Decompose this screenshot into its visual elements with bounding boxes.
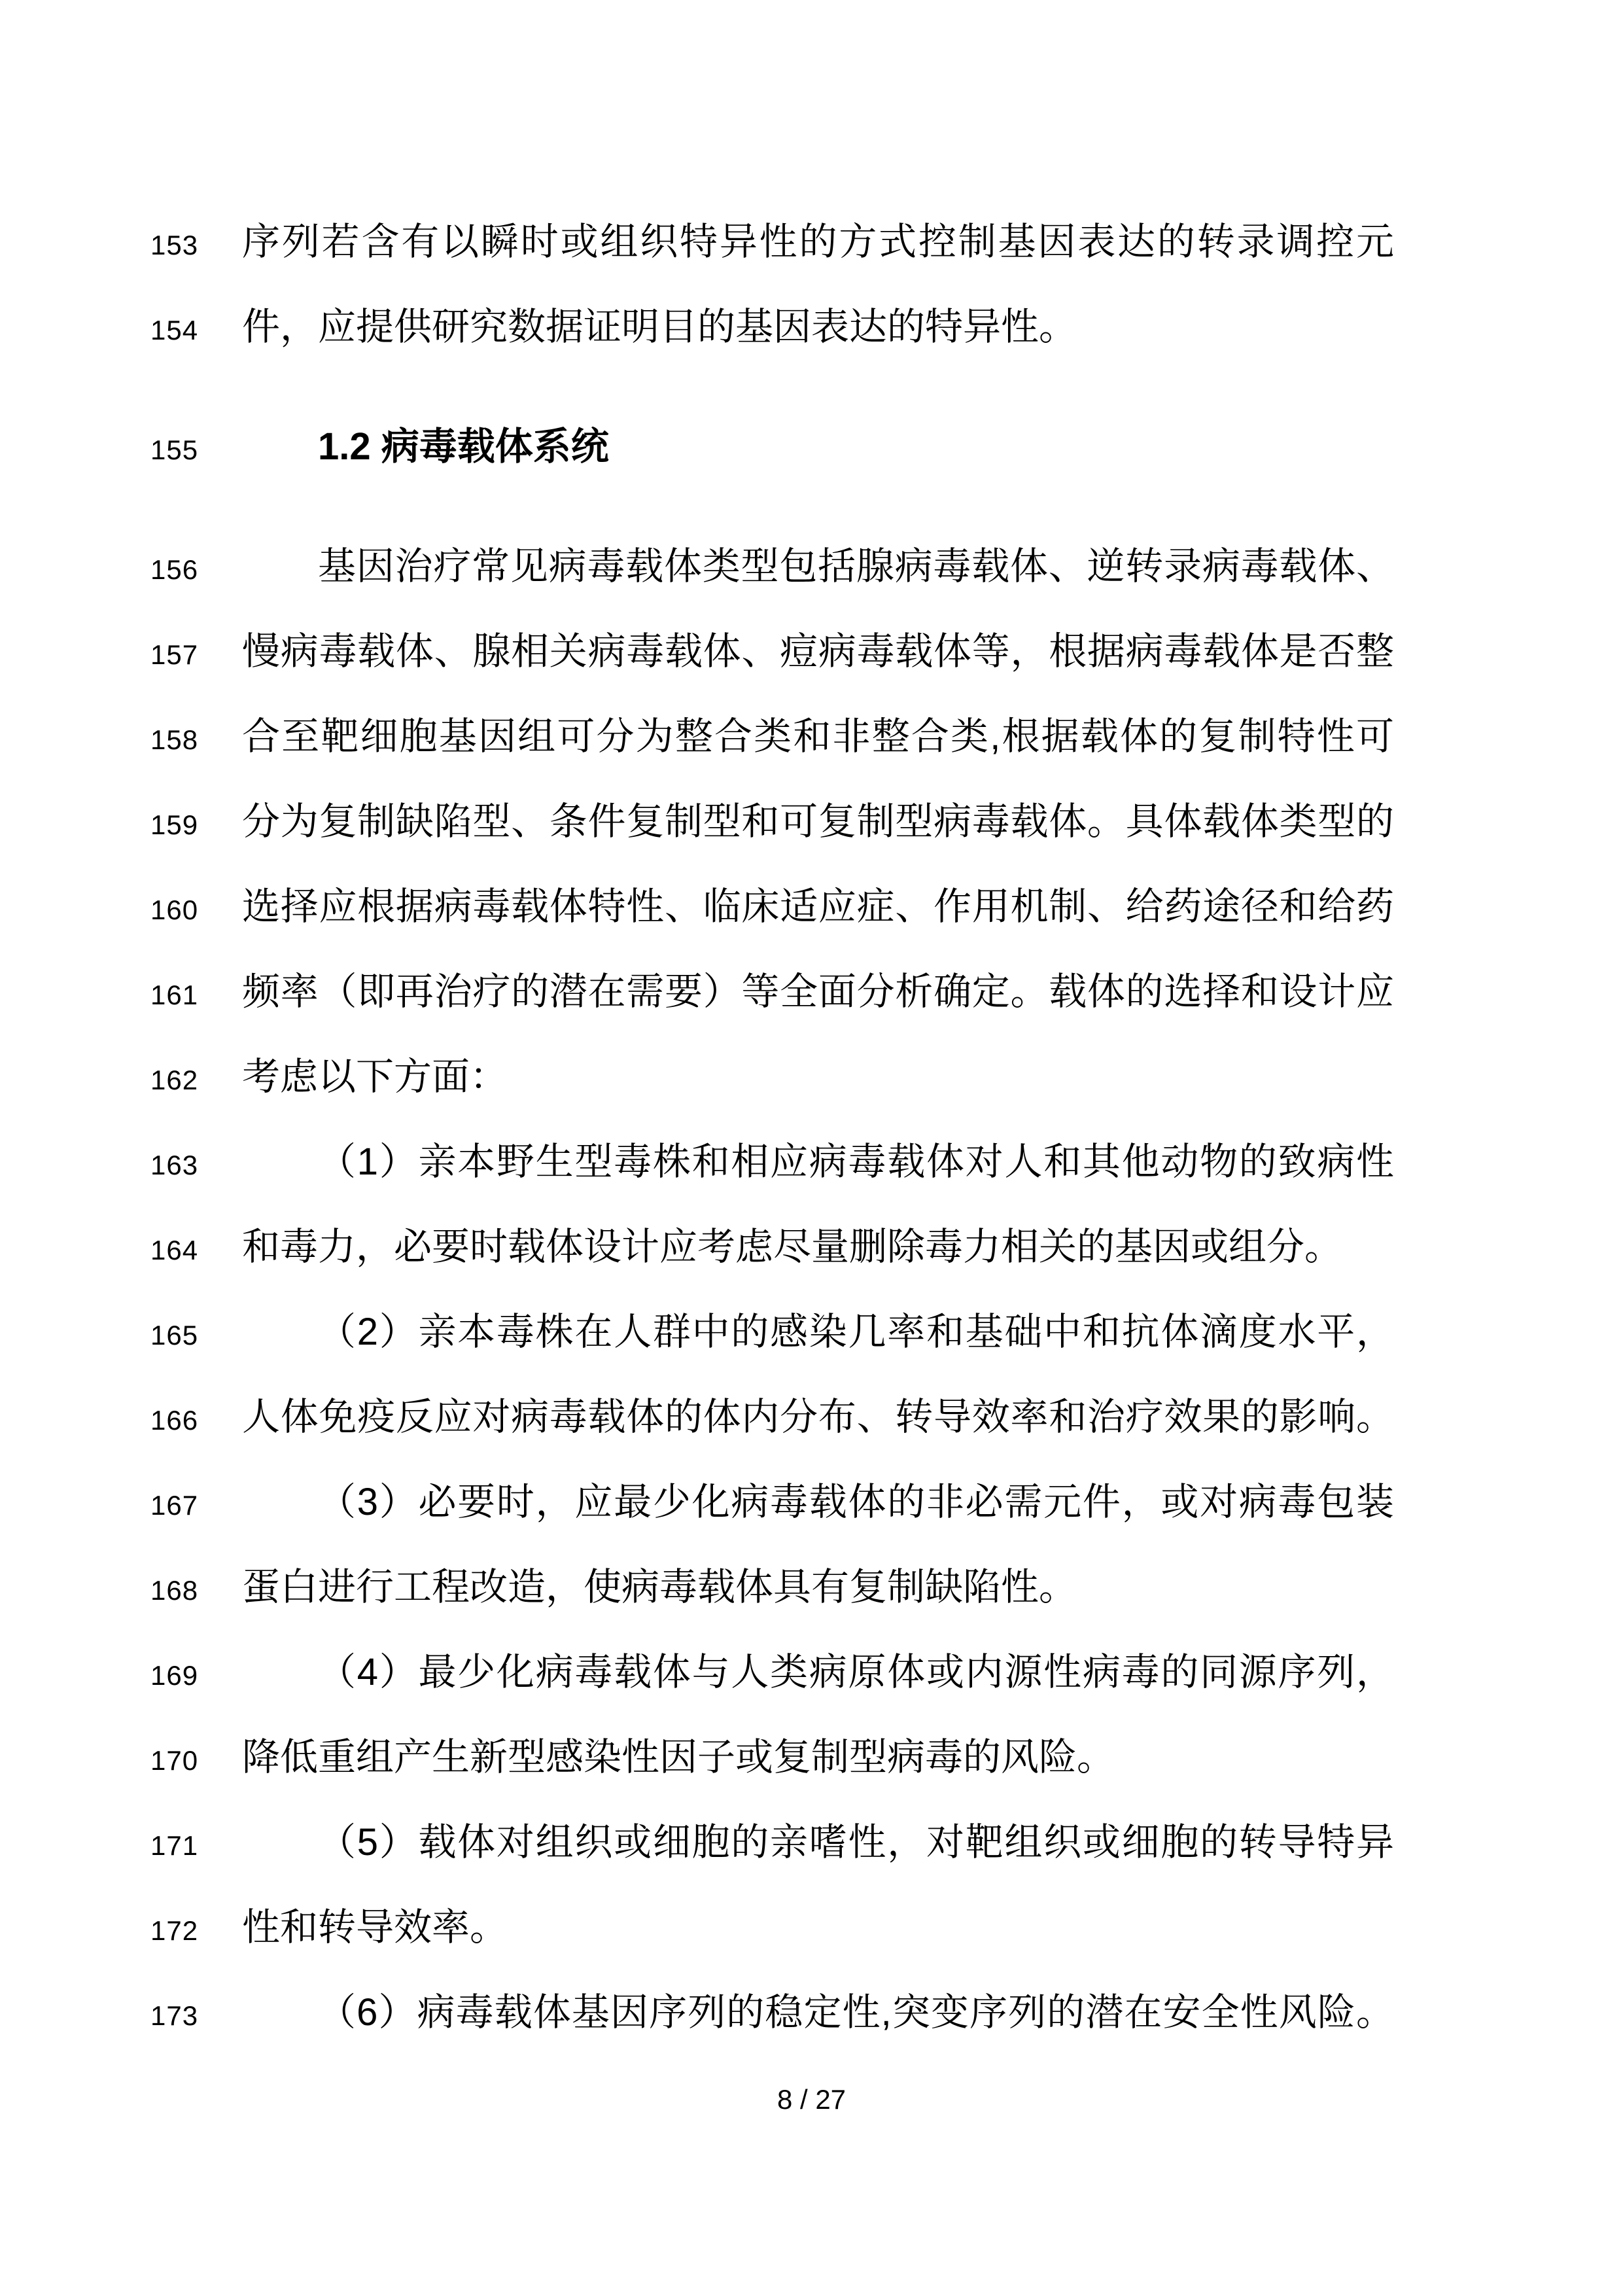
line-number: 159: [150, 809, 199, 840]
line-number: 160: [150, 894, 199, 925]
line-number: 153: [150, 230, 199, 260]
line-number: 161: [150, 980, 199, 1010]
line-number: 164: [150, 1235, 199, 1265]
line-text: （4）最少化病毒载体与人类病原体或内源性病毒的同源序列，: [318, 1651, 1394, 1693]
line-number: 155: [150, 434, 199, 465]
line-text: （1）亲本野生型毒株和相应病毒载体对人和其他动物的致病性: [318, 1140, 1394, 1183]
line-text: （5）载体对组织或细胞的亲嗜性，对靶组织或细胞的转导特异: [318, 1821, 1394, 1863]
document-line: [150, 200, 1394, 285]
line-number: 170: [150, 1745, 199, 1776]
document-line: [150, 1460, 1394, 1545]
line-text: 合至靶细胞基因组可分为整合类和非整合类,根据载体的复制特性可: [242, 715, 1394, 758]
document-line: [150, 694, 1394, 779]
document-line: [150, 285, 1394, 370]
document-line: [150, 949, 1394, 1034]
line-text: 蛋白进行工程改造，使病毒载体具有复制缺陷性。: [242, 1566, 1077, 1608]
section-heading-text: 1.2 病毒载体系统: [318, 425, 609, 468]
line-number: 158: [150, 724, 199, 755]
document-line: [150, 1715, 1394, 1800]
line-number: 156: [150, 554, 199, 585]
line-text: 人体免疫反应对病毒载体的体内分布、转导效率和治疗效果的影响。: [242, 1396, 1394, 1438]
document-line: [150, 1290, 1394, 1375]
line-number: 157: [150, 639, 199, 670]
line-text: 考虑以下方面：: [242, 1055, 508, 1098]
document-line: [150, 864, 1394, 949]
document-line: [150, 609, 1394, 694]
document-line: [150, 779, 1394, 864]
line-text: （6）病毒载体基因序列的稳定性,突变序列的潜在安全性风险。: [318, 1991, 1394, 2034]
line-number: 154: [150, 315, 199, 345]
page-footer: [0, 2084, 1623, 2115]
line-text: 降低重组产生新型感染性因子或复制型病毒的风险。: [242, 1736, 1115, 1778]
line-text: （3）必要时，应最少化病毒载体的非必需元件，或对病毒包装: [318, 1481, 1394, 1523]
line-number: 165: [150, 1320, 199, 1351]
document-line: [150, 1205, 1394, 1290]
line-text: 和毒力，必要时载体设计应考虑尽量删除毒力相关的基因或组分。: [242, 1226, 1343, 1268]
document-line: [150, 1800, 1394, 1885]
document-line: [150, 524, 1394, 609]
line-text: 选择应根据病毒载体特性、临床适应症、作用机制、给药途径和给药: [242, 885, 1394, 928]
section-heading-line: [150, 404, 1394, 489]
line-number: 167: [150, 1490, 199, 1521]
document-line: [150, 1120, 1394, 1205]
line-text: 慢病毒载体、腺相关病毒载体、痘病毒载体等，根据病毒载体是否整: [242, 630, 1394, 673]
line-number: 173: [150, 2000, 199, 2031]
document-line: [150, 1885, 1394, 1970]
line-number: 163: [150, 1150, 199, 1180]
line-number: 172: [150, 1915, 199, 1946]
line-number: 166: [150, 1405, 199, 1436]
document-line: [150, 1034, 1394, 1120]
line-text: 基因治疗常见病毒载体类型包括腺病毒载体、逆转录病毒载体、: [318, 545, 1394, 588]
document-line: [150, 1970, 1394, 2055]
line-text: 频率（即再治疗的潜在需要）等全面分析确定。载体的选择和设计应: [242, 970, 1394, 1013]
page-number: 8 / 27: [777, 2084, 846, 2115]
document-line: [150, 1630, 1394, 1715]
line-number: 162: [150, 1065, 199, 1095]
line-text: 性和转导效率。: [242, 1906, 508, 1949]
line-number: 169: [150, 1660, 199, 1691]
document-line: [150, 1545, 1394, 1630]
line-number: 171: [150, 1830, 199, 1861]
line-number: 168: [150, 1575, 199, 1606]
line-text: 序列若含有以瞬时或组织特异性的方式控制基因表达的转录调控元: [242, 221, 1394, 263]
document-line: [150, 1375, 1394, 1460]
line-text: （2）亲本毒株在人群中的感染几率和基础中和抗体滴度水平，: [318, 1311, 1394, 1353]
line-text: 件，应提供研究数据证明目的基因表达的特异性。: [242, 306, 1077, 348]
line-text: 分为复制缺陷型、条件复制型和可复制型病毒载体。具体载体类型的: [242, 800, 1394, 843]
